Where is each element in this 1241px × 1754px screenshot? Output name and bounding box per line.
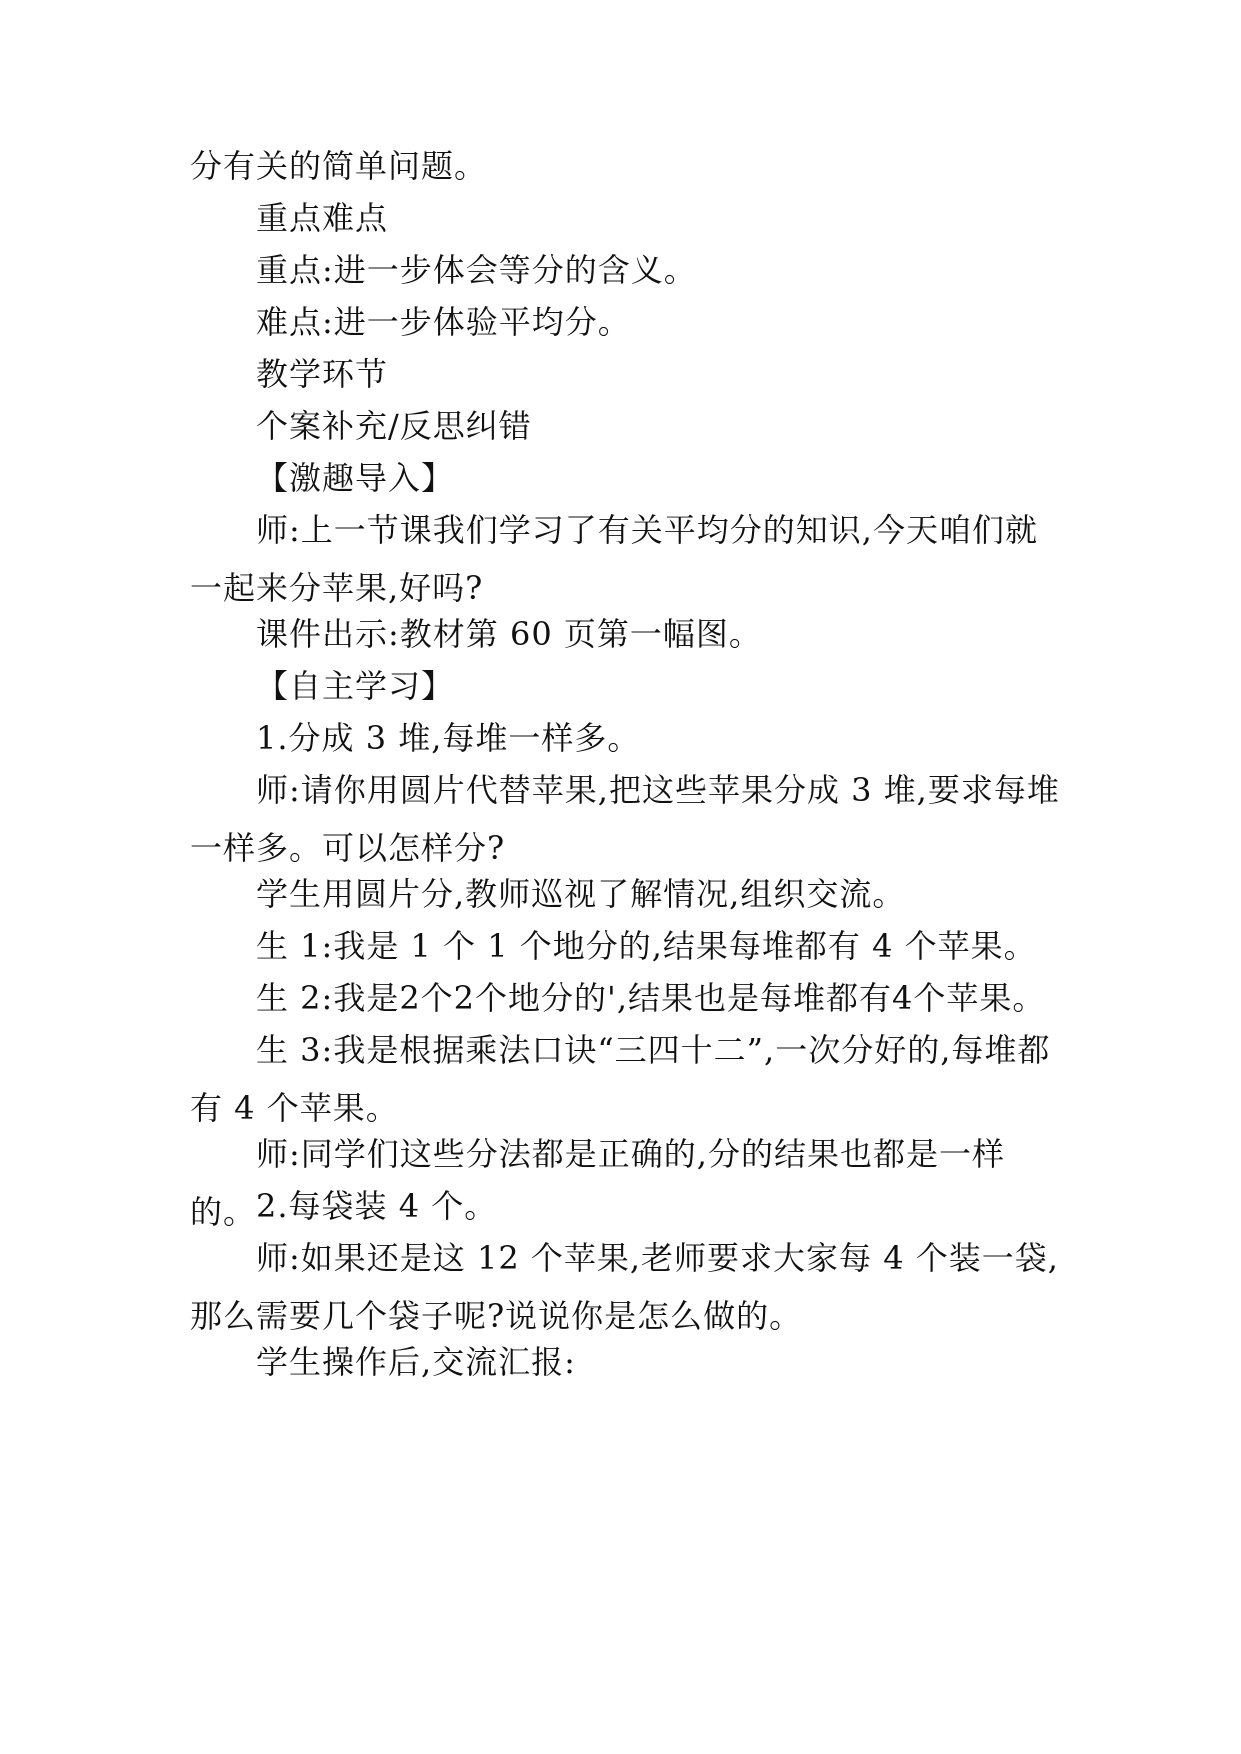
section-heading-self-study: 【自主学习】 <box>256 667 455 705</box>
paragraph-student-report: 学生操作后,交流汇报: <box>256 1343 576 1381</box>
list-item-2: 2.每袋装 4 个。 <box>256 1187 498 1225</box>
paragraph-teacher-summary: 师:同学们这些分法都是正确的,分的结果也都是一样的。 <box>190 1135 1005 1231</box>
heading-case-supplement: 个案补充/反思纠错 <box>256 407 532 445</box>
list-item-1: 1.分成 3 堆,每堆一样多。 <box>256 719 641 757</box>
paragraph-student-activity: 学生用圆片分,教师巡视了解情况,组织交流。 <box>256 875 906 913</box>
heading-key-difficult-points: 重点难点 <box>256 199 389 237</box>
paragraph-teacher-question: 师:请你用圆片代替苹果,把这些苹果分成 3 堆,要求每堆一样多。可以怎样分? <box>190 771 1060 867</box>
paragraph-key-point: 重点:进一步体会等分的含义。 <box>256 251 697 289</box>
paragraph-student-1: 生 1:我是 1 个 1 个地分的,结果每堆都有 4 个苹果。 <box>256 927 1037 965</box>
section-heading-intro: 【激趣导入】 <box>256 459 455 497</box>
heading-teaching-steps: 教学环节 <box>256 355 389 393</box>
paragraph-continuation: 分有关的简单问题。 <box>190 147 488 185</box>
paragraph-difficult-point: 难点:进一步体验平均分。 <box>256 303 631 341</box>
paragraph-teacher-intro: 师:上一节课我们学习了有关平均分的知识,今天咱们就一起来分苹果,好吗? <box>190 511 1038 607</box>
paragraph-student-2: 生 2:我是2个2个地分的',结果也是每堆都有4个苹果。 <box>256 979 1046 1017</box>
paragraph-teacher-bags: 师:如果还是这 12 个苹果,老师要求大家每 4 个装一袋,那么需要几个袋子呢?说说你是怎么做的。 <box>190 1239 1059 1335</box>
paragraph-courseware: 课件出示:教材第 60 页第一幅图。 <box>256 615 762 653</box>
paragraph-student-3: 生 3:我是根据乘法口诀“三四十二”,一次分好的,每堆都有 4 个苹果。 <box>190 1031 1051 1127</box>
